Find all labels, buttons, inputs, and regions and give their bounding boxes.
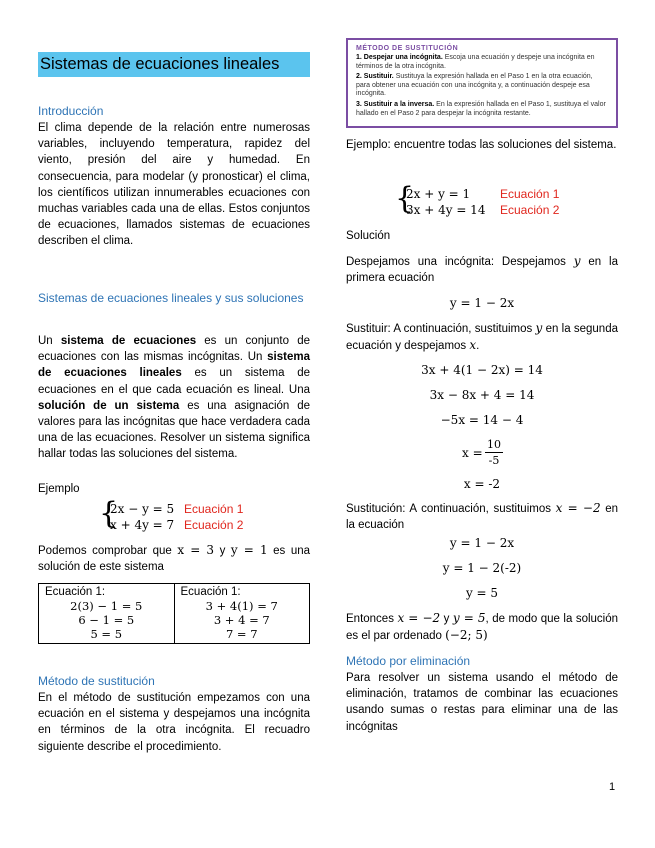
solution-label: Solución [346, 230, 391, 242]
term-system: sistema de ecuaciones [60, 335, 197, 347]
math: x = 3 [177, 543, 215, 557]
page-number: 1 [609, 781, 616, 793]
box-item [356, 54, 608, 71]
check-text [38, 542, 310, 575]
elimination-text: Para resolver un sistema usando el método de eliminación, tratamos de combinar las ecuaciones usando sumas o restas para eliminar una de las incógnitas [346, 672, 618, 733]
systems-definition [38, 333, 310, 463]
eq2-label-1: Ecuación 1 [500, 187, 560, 201]
item-num: 1. [356, 54, 362, 61]
step1-equation: y = 1 − 2x [449, 296, 515, 310]
math: y = 5 [452, 611, 486, 625]
text: es un conjunto de ecuaciones con las mismas incógnitas. Un [38, 335, 310, 364]
page-title: Sistemas de ecuaciones lineales [38, 52, 310, 77]
intro-text: El clima depende de la relación entre numerosas variables, incluyendo temperatura, rapidez del viento, presión del aire y humedad. En consecuencia, para modelar (y pronosticar) el clima, los científicos utilizan innumerables ecuaciones con muchas variables cada una de ellas. Estos conjuntos de ecuaciones, llamados sistemas de ecuaciones describen el clima. [38, 122, 310, 248]
math: y = 1 [230, 543, 268, 557]
system2-eq-1: 2x + y = 1 [406, 187, 471, 201]
item-num: 3. [356, 100, 362, 108]
cell-heading: Ecuación 1: [180, 586, 241, 598]
step3-text [346, 500, 618, 533]
step2-equation: 3x − 8x + 4 = 14 [429, 388, 535, 402]
cell-row: 6 − 1 = 5 [78, 613, 135, 627]
text: y [440, 613, 453, 625]
cell-heading: Ecuación 1: [45, 586, 106, 598]
step2-result: x = -2 [463, 477, 501, 491]
substitution-text: En el método de sustitución empezamos con una ecuación en el sistema y despejamos una incógnita en términos de la otra incógnita. El recuadro siguiente describe el procedimiento. [38, 692, 310, 753]
var: x [469, 338, 477, 353]
cell-row: 3 + 4 = 7 [213, 613, 270, 627]
text: Entonces [346, 613, 398, 625]
step3-equation: y = 1 − 2(-2) [442, 561, 522, 575]
fraction-equation [455, 437, 515, 471]
cell-row: 5 = 5 [90, 627, 123, 641]
conclusion-text [346, 610, 618, 644]
step3-equation: y = 5 [465, 586, 499, 600]
verification-table [38, 583, 310, 644]
substitution-method-box [346, 38, 618, 128]
step3-equation: y = 1 − 2x [449, 536, 515, 550]
example-label: Ejemplo [38, 483, 80, 495]
step2-text [346, 320, 618, 354]
step2-equation: 3x + 4(1 − 2x) = 14 [421, 363, 543, 377]
cell-row: 3 + 4(1) = 7 [205, 599, 278, 613]
text: es una solución de este sistema [38, 545, 311, 574]
var: y [535, 321, 543, 335]
text: en la segunda ecuación y despejamos [346, 323, 618, 353]
intro-heading: Introducción [38, 104, 104, 118]
eq-label-1: Ecuación 1 [184, 502, 244, 516]
example2-intro: Ejemplo: encuentre todas las soluciones del sistema. [346, 139, 617, 151]
fraction-denominator: -5 [488, 454, 500, 467]
cell-row: 2(3) − 1 = 5 [70, 599, 143, 613]
text: Despejamos una incógnita: Despejamos [346, 256, 574, 268]
item-text: Escoja una ecuación y despeje una incógnita en términos de la otra incógnita. [356, 54, 595, 70]
term-linear-system: sistema de ecuaciones lineales [38, 351, 310, 380]
cell-row: 7 = 7 [225, 627, 258, 641]
item-title: Sustituir a la inversa. [363, 100, 435, 108]
system-eq-2: x + 4y = 7 [110, 518, 175, 532]
item-text: Sustituya la expresión hallada en el Paso 1 en la otra ecuación, para obtener una ecuación con una incógnita y, a continuación despeje esa incógnita. [356, 73, 593, 98]
var: x = −2 [555, 501, 601, 515]
math: x = −2 [397, 611, 441, 625]
text: Un [38, 335, 61, 347]
text: Sustitución: A continuación, sustituimos [346, 503, 556, 515]
text: Sustituir: A continuación, sustituimos [346, 323, 536, 335]
text: en la ecuación [346, 503, 619, 532]
item-num: 2. [356, 73, 362, 81]
box-item [356, 73, 608, 99]
box-item [356, 101, 608, 118]
fraction-lhs: x = [462, 446, 483, 460]
text: es una asignación de valores para las incógnitas que hace verdadera cada una de las ecuaciones. Resolver un sistema significa hallar todas las soluciones del sistema. [38, 399, 311, 461]
text: . [476, 340, 480, 353]
box-title: MÉTODO DE SUSTITUCIÓN [356, 45, 459, 52]
verification-cell-left [39, 584, 175, 644]
math: (−2; 5) [445, 628, 488, 643]
system-eq-1: 2x − y = 5 [110, 502, 175, 516]
text: en la primera ecuación [346, 256, 618, 285]
elimination-heading: Método por eliminación [346, 654, 471, 668]
text: , de modo que la solución es el par ordenado [346, 613, 619, 643]
item-title: Sustituir. [363, 73, 394, 81]
eq-label-2: Ecuación 2 [184, 518, 244, 532]
fraction-numerator: 10 [487, 438, 501, 451]
step1-text [346, 253, 618, 286]
var: y [573, 254, 581, 268]
text: Podemos comprobar que [38, 545, 178, 557]
eq2-label-2: Ecuación 2 [500, 203, 560, 217]
verification-cell-right [174, 584, 310, 644]
system2-eq-2: 3x + 4y = 14 [406, 203, 486, 217]
section-heading-systems: Sistemas de ecuaciones lineales y sus soluciones [38, 291, 304, 305]
item-title: Despejar una incógnita. [363, 54, 443, 61]
term-solution: solución de un sistema [38, 399, 180, 412]
substitution-heading: Método de sustitución [38, 674, 155, 688]
brace-symbol: { [99, 496, 119, 531]
step2-equation: −5x = 14 − 4 [440, 413, 524, 427]
text: y [214, 545, 231, 557]
text: es un sistema de ecuaciones en el que cada ecuación es lineal. Una [38, 367, 310, 396]
brace-symbol: { [395, 181, 415, 216]
item-text: En la expresión hallada en el Paso 1, sustituya el valor hallado en el Paso 2 para despejar la incógnita restante. [356, 100, 606, 117]
